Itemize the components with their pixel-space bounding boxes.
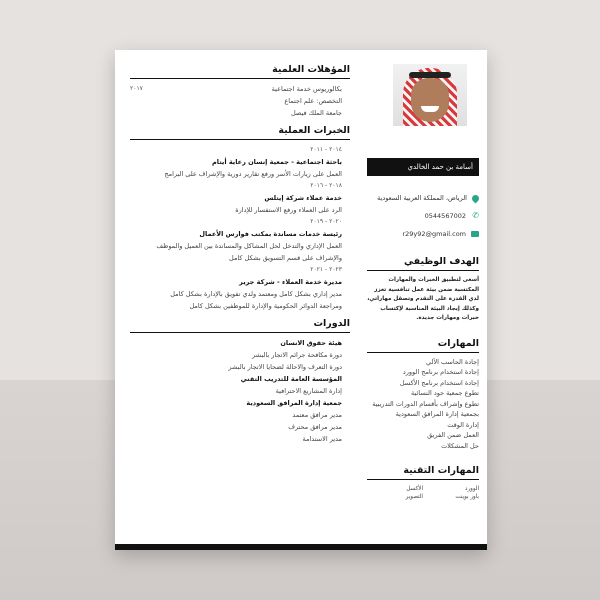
- job-date: ٢٠١٨ - ٢٠١٦: [310, 182, 342, 189]
- course-org: المؤسسة العامة للتدريب التقني: [240, 375, 342, 383]
- education-university: جامعة الملك فيصل: [290, 109, 342, 117]
- skill-item: تطوع جمعية جود النسائية: [411, 389, 479, 397]
- skill-item: العمل ضمن الفريق: [427, 431, 479, 439]
- job-role: مديرة خدمة العملاء - شركة جرير: [239, 278, 342, 286]
- skill-item: إجادة الحاسب الآلي: [426, 357, 479, 366]
- job-role: باحثة اجتماعية - جمعية إنسان رعاية أيتام: [212, 158, 342, 166]
- phone-text: 0544567002: [424, 212, 466, 220]
- course-org: هيئة حقوق الانسان: [280, 339, 342, 347]
- course-item: مدير مرافق معتمد: [292, 411, 342, 419]
- tech-skill-item: التصوير: [405, 494, 423, 500]
- education-major: التخصص: علم اجتماع: [284, 97, 342, 105]
- job-desc: ومراجعة الدوائر الحكومية والإدارة للموظفين بشكل كامل: [189, 302, 342, 310]
- course-org: جمعية إدارة المرافق السعودية: [246, 399, 342, 407]
- courses-section: [130, 318, 350, 445]
- education-year: ٢٠١٧: [130, 85, 143, 92]
- resume-sidebar: [367, 64, 479, 500]
- education-section: [130, 64, 350, 119]
- course-item: مدير الاستدامة: [302, 435, 342, 443]
- skill-item: تطوع وإشراف بأقسام الدورات التدريبية: [372, 399, 479, 408]
- resume-main: [130, 64, 350, 451]
- objective-heading: الهدف الوظيفي: [367, 256, 479, 271]
- tech-skill-item: الوورد: [464, 486, 479, 492]
- address-text: الرياض، المملكة العربية السعودية: [377, 194, 467, 202]
- email-text: r29y92@gmail.com: [402, 230, 466, 238]
- tech-skills-heading: المهارات التقنية: [367, 465, 479, 480]
- course-item: إدارة المشاريع الاحترافية: [275, 387, 342, 395]
- course-item: دورة مكافحة جرائم الاتجار بالبشر: [252, 351, 342, 359]
- contact-email: [367, 226, 479, 242]
- course-item: مدير مرافق محترف: [288, 423, 342, 431]
- skill-item: بجمعية إدارة المرافق السعودية: [395, 410, 479, 418]
- experience-heading: الخبرات العملية: [130, 125, 350, 140]
- job-date: ٢٠١٤ - ٢٠١١: [310, 146, 342, 153]
- tech-skill-item: الأكسل: [406, 486, 423, 492]
- job-date: ٢٠٢٣ - ٢٠٢١: [310, 266, 342, 273]
- skills-list: [367, 357, 479, 452]
- location-pin-icon: [471, 193, 481, 203]
- job-date: ٢٠٢٠ - ٢٠١٩: [310, 218, 342, 225]
- contact-address: [367, 190, 479, 206]
- experience-section: [130, 125, 350, 312]
- skill-item: إجادة استخدام برنامج الوورد: [402, 368, 479, 376]
- applicant-name: أسامة بن حمد الخالدي: [367, 158, 479, 176]
- job-desc: الرد على العملاء ورفع الاستفسار للإدارة: [235, 206, 342, 214]
- job-desc: العمل الإداري والتدخل لحل المشاكل والمساندة بين العميل والموظف: [156, 242, 342, 250]
- resume-paper: [115, 50, 487, 550]
- paper-bottom-bar: [115, 544, 487, 550]
- job-role: رئيسة خدمات مساندة بمكتب فوارس الأعمال: [199, 230, 342, 238]
- mail-icon: [471, 231, 479, 237]
- profile-photo: [393, 64, 467, 140]
- courses-heading: الدورات: [130, 318, 350, 333]
- contact-phone: [367, 208, 479, 224]
- skill-item: إجادة استخدام برنامج الأكسل: [399, 378, 479, 387]
- job-role: خدمة عملاء شركة إيتلس: [264, 194, 342, 202]
- education-degree: بكالوريوس خدمة اجتماعية: [271, 85, 342, 93]
- skill-item: حل المشكلات: [441, 441, 479, 450]
- contact-info: [367, 190, 479, 242]
- phone-icon: ✆: [472, 211, 479, 220]
- job-desc: والإشراف على قسم التسويق بشكل كامل: [229, 254, 342, 262]
- course-item: دورة التعرف والاحالة لضحايا الاتجار بالبشر: [228, 363, 342, 371]
- objective-text: أسعى لتطبيق الخبرات والمهارات المكتسبة ضمن بيئة عمل تنافسية تعزز لدي القدرة على التقدم وتصقل مهاراتي، وكذلك إيجاد البيئة المناسبة لإكتساب خبرات ومهارات جديدة.: [367, 277, 479, 321]
- tech-skills-list: [367, 486, 479, 500]
- tech-skill-item: باور بوينت: [455, 494, 479, 500]
- skill-item: إدارة الوقت: [447, 420, 479, 429]
- skills-heading: المهارات: [367, 338, 479, 353]
- education-heading: المؤهلات العلمية: [130, 64, 350, 79]
- job-desc: العمل على زيارات الأسر ورفع تقارير دورية والإشراف على البرامج: [164, 170, 342, 178]
- job-desc: مدير إداري بشكل كامل ومعتمد ولدي تفويق بالإدارة بشكل كامل: [170, 290, 342, 298]
